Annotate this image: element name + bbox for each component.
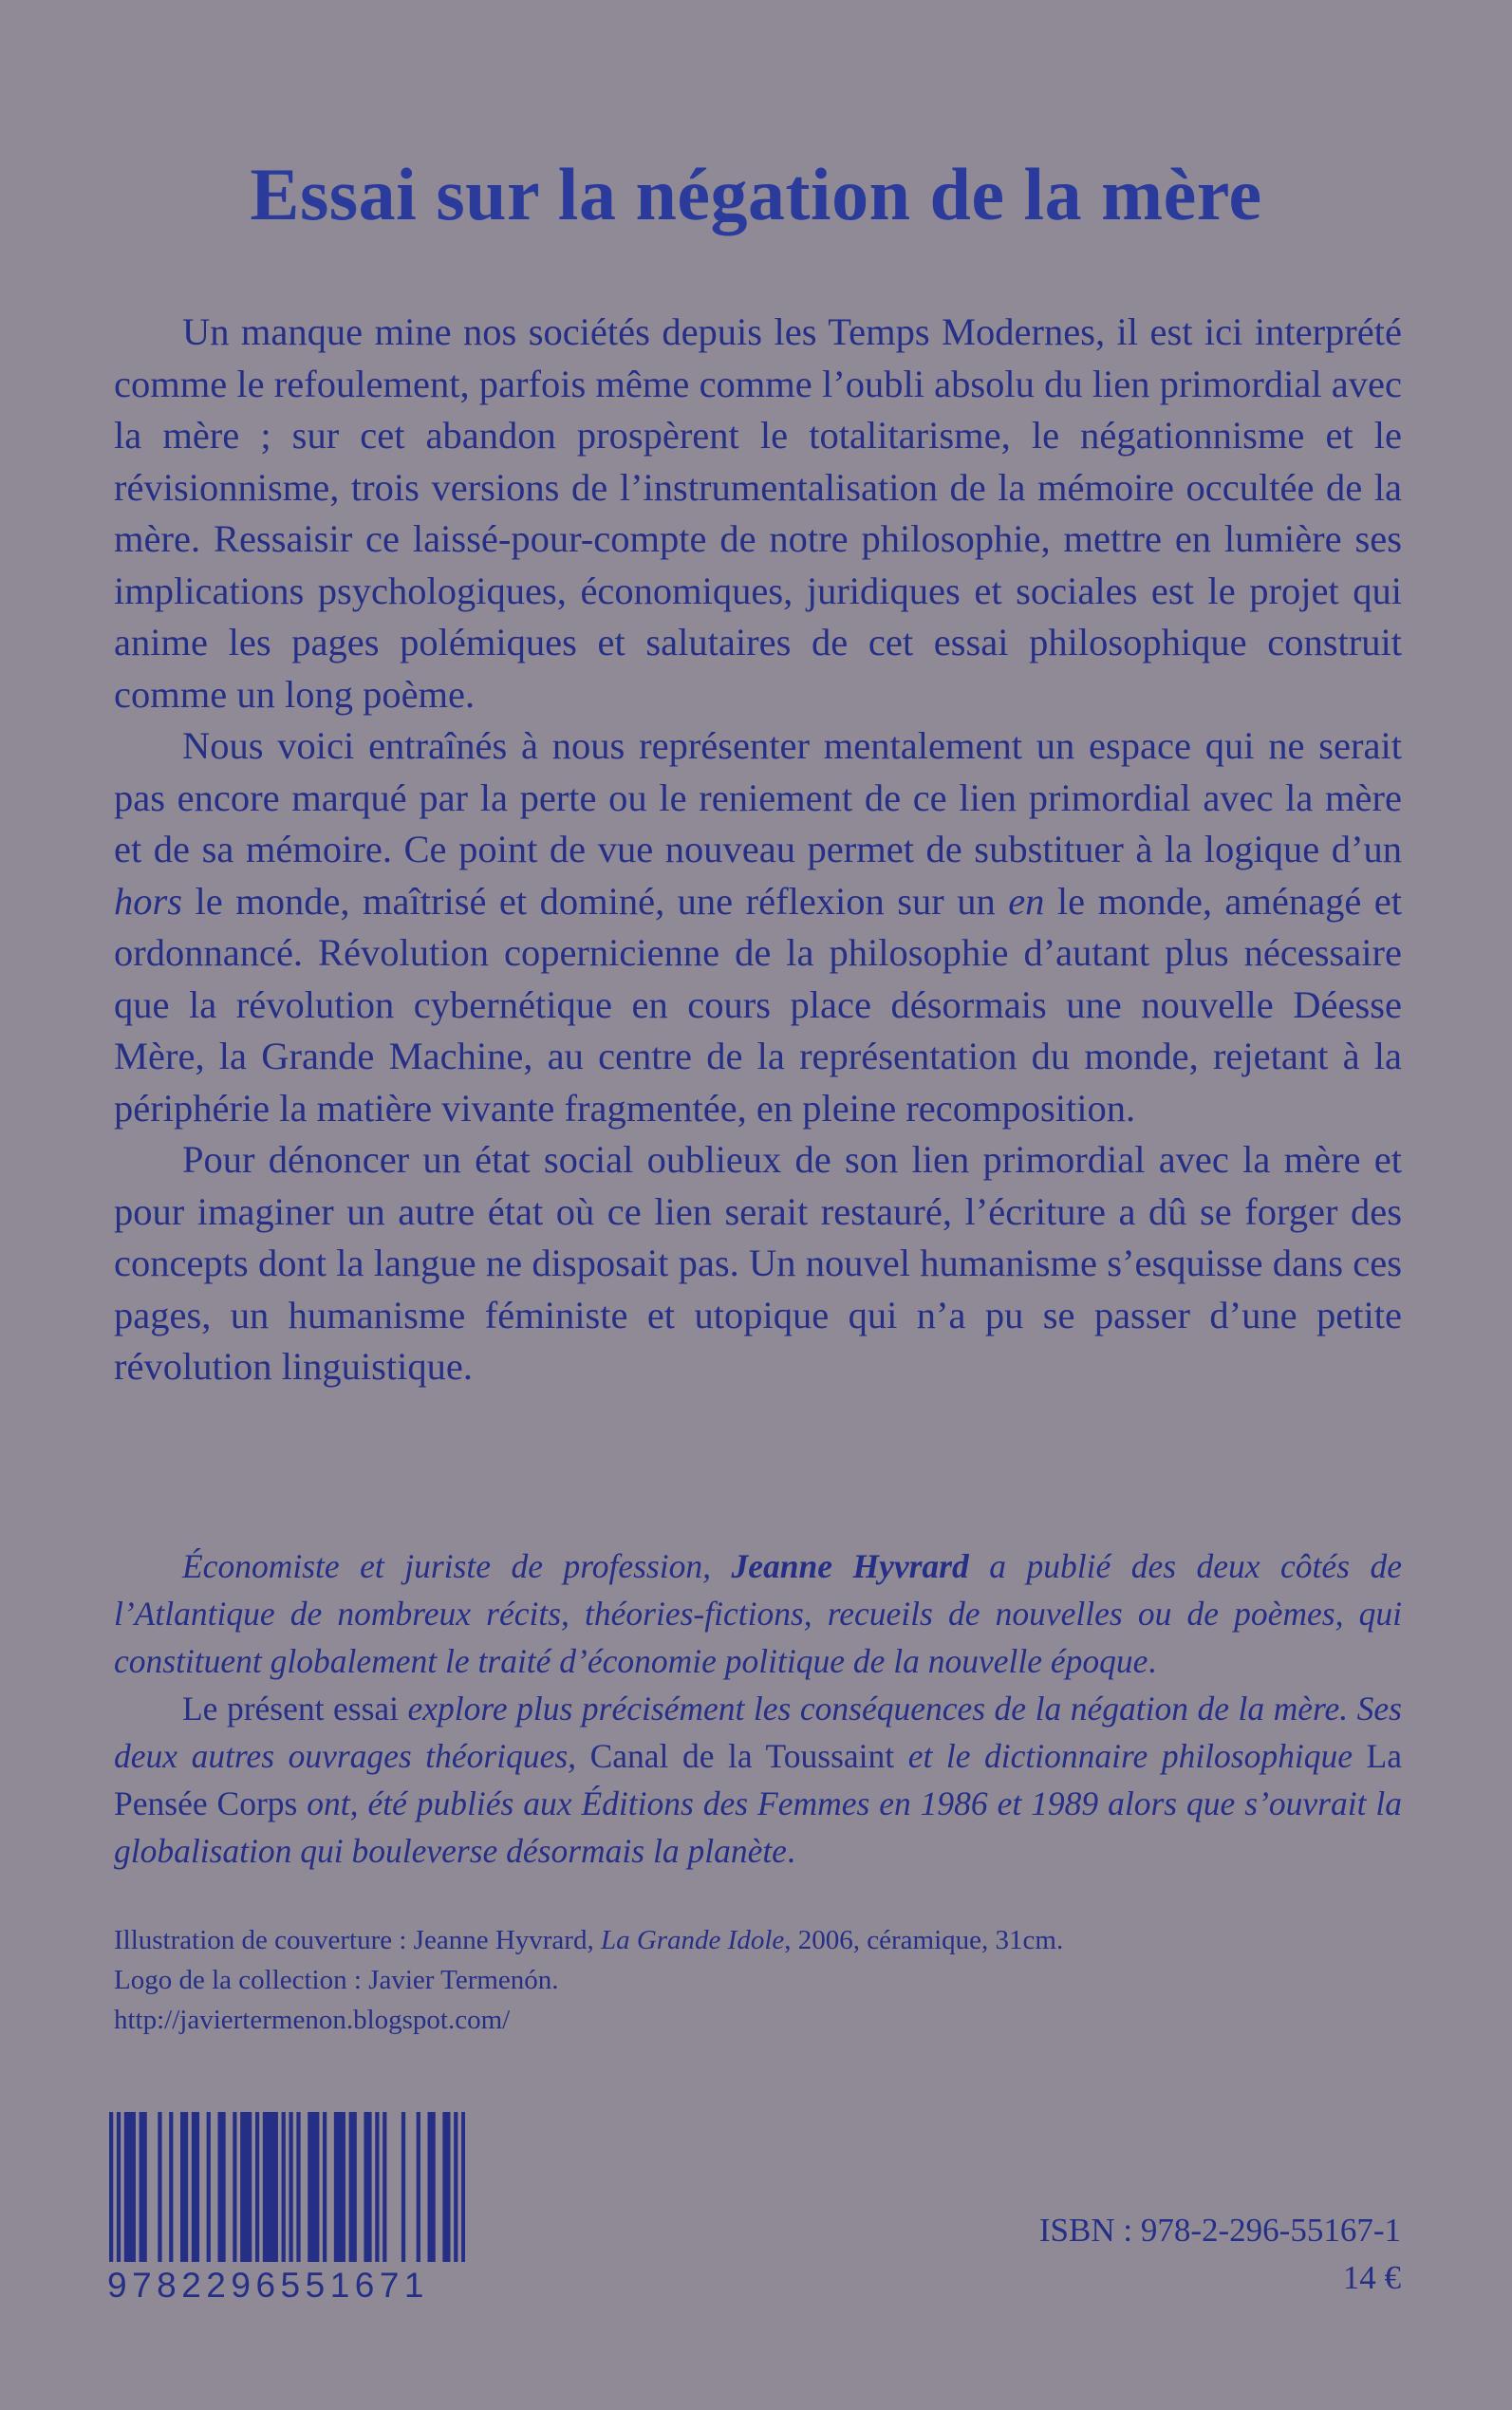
barcode-bar (267, 2112, 271, 2262)
blurb-p2-italic-en: en (1008, 879, 1045, 923)
barcode-bar (383, 2112, 386, 2262)
bio1-text-c: . (1148, 1642, 1157, 1680)
bio-paragraph-2 (114, 1685, 1402, 1875)
barcode-bar (296, 2112, 300, 2262)
barcode-bar (233, 2112, 236, 2262)
barcode-bar (401, 2112, 405, 2262)
barcode-bar (353, 2112, 357, 2262)
barcode-bar (334, 2112, 338, 2262)
barcode-bar (315, 2112, 319, 2262)
bio2-book-title-1: Canal de la Toussaint (576, 1737, 908, 1775)
credit-url: http://javiertermenon.blogspot.com/ (114, 2005, 511, 2035)
barcode-bar (255, 2112, 259, 2262)
barcode-bar (169, 2112, 173, 2262)
blurb-p2-text-c: le monde, maîtrisé et dominé, une réflexion sur un (182, 879, 1009, 923)
credits (114, 1920, 1348, 2040)
barcode-bar (192, 2112, 196, 2262)
bio2-text-b: explore plus précisément les conséquences de la négation de la mère. Ses deux autres ouvrages théoriques, (114, 1690, 1402, 1775)
bio2-text-g: . (786, 1832, 795, 1870)
blurb-paragraph-2 (114, 720, 1402, 1134)
barcode-bar (454, 2112, 457, 2262)
barcode-bar (367, 2112, 371, 2262)
barcode-bar (349, 2112, 353, 2262)
barcode-bar (308, 2112, 311, 2262)
barcode-bar (158, 2112, 161, 2262)
barcode-bar (289, 2112, 292, 2262)
barcode-bar (364, 2112, 367, 2262)
barcode-bar (196, 2112, 199, 2262)
barcode-bar (221, 2112, 225, 2262)
barcode-bar (180, 2112, 184, 2262)
barcode-bar (184, 2112, 188, 2262)
barcode-bar (446, 2112, 450, 2262)
bio1-text-b: a publié des deux côtés de l’Atlantique de nombreux récits, théories-fictions, recueils de nouvelles ou de poèmes, qui constituent globalement le traité d’économie politique de la nouvelle époque (114, 1547, 1402, 1680)
barcode-bar (124, 2112, 128, 2262)
barcode-bar (217, 2112, 221, 2262)
barcode-bar (274, 2112, 278, 2262)
book-title: Essai sur la négation de la mère (250, 153, 1262, 235)
barcode-bar (207, 2112, 211, 2262)
barcode-bar (417, 2112, 420, 2262)
author-bio (114, 1542, 1402, 1875)
barcode-bar (375, 2112, 379, 2262)
barcode-bar (442, 2112, 446, 2262)
bio2-text-a: Le présent essai (182, 1690, 408, 1728)
barcode-bar (311, 2112, 315, 2262)
author-name: Jeanne Hyvrard (731, 1547, 969, 1585)
barcode-bar (428, 2112, 432, 2262)
credit-logo: Logo de la collection : Javier Termenón. (114, 1965, 559, 1995)
blurb-p2-text-a: Nous voici entraînés à nous représenter mentalement un espace qui ne serait pas encore marqué par la perte ou le reniement de ce lien primordial avec la mère et de sa mémoire. Ce point de vue nouveau permet de substituer à la logique d’un (114, 724, 1402, 870)
bio2-book-title-2: La Pensée Corps (114, 1737, 1402, 1822)
barcode-bar (240, 2112, 244, 2262)
credit-illustration (114, 1920, 1348, 1960)
barcode-bar (248, 2112, 252, 2262)
blurb-paragraph-3: Pour dénoncer un état social oublieux de son lien primordial avec la mère et pour imaginer un autre état où ce lien serait restauré, l’écriture a dû se forger des concepts dont la langue ne disposait pas. Un nouvel humanisme s’esquisse dans ces pages, un humanisme féministe et utopique qui n’a pu se passer d’une petite révolution linguistique. (114, 1138, 1402, 1388)
blurb (114, 307, 1402, 1393)
barcode-bar (338, 2112, 342, 2262)
blurb-p2-text-e: le monde, aménagé et ordonnancé. Révolution copernicienne de la philosophie d’autant plus nécessaire que la révolution cybernétique en cours place désormais une nouvelle Déesse Mère, la Grande Machine, au centre de la représentation du monde, rejetant à la périphérie la matière vivante fragmentée, en pleine recomposition. (114, 879, 1403, 1130)
bio1-text-a: Économiste et juriste de profession, (182, 1547, 732, 1585)
barcode-digits: 9782296551671 (107, 2266, 430, 2305)
barcode-bar (128, 2112, 132, 2262)
credit-illustration-a: Illustration de couverture : Jeanne Hyvrard, (114, 1925, 601, 1955)
bio2-text-f: ont, été publiés aux Éditions des Femmes en 1986 et 1989 alors que s’ouvrait la globalisation qui bouleverse désormais la planète (114, 1784, 1402, 1870)
barcode-bar (282, 2112, 286, 2262)
blurb-p2-italic-hors: hors (114, 879, 183, 923)
barcode-bar (263, 2112, 267, 2262)
isbn: ISBN : 978-2-296-55167-1 (1038, 2212, 1401, 2249)
barcode-bar (461, 2112, 465, 2262)
barcode-bar (140, 2112, 143, 2262)
barcode-icon (109, 2112, 465, 2262)
barcode-bar (143, 2112, 147, 2262)
blurb-paragraph-1: Un manque mine nos sociétés depuis les Temps Modernes, il est ici interprété comme le refoulement, parfois même comme l’oubli absolu du lien primordial avec la mère ; sur cet abandon prospèrent le totalitarisme, le négationnisme et le révisionnisme, trois versions de l’instrumentalisation de la mémoire occultée de la mère. Ressaisir ce laissé-pour-compte de notre philosophie, mettre en lumière ses implications psychologiques, économiques, juridiques et sociales est le projet qui anime les pages polémiques et salutaires de cet essai philosophique construit comme un long poème. (114, 310, 1402, 716)
barcode-bar (323, 2112, 327, 2262)
bio-paragraph-1 (114, 1542, 1402, 1685)
price: 14 € (1342, 2259, 1401, 2296)
barcode-bar (431, 2112, 435, 2262)
barcode-bar (117, 2112, 121, 2262)
credit-illustration-title: La Grande Idole (600, 1925, 785, 1955)
barcode-bar (271, 2112, 274, 2262)
barcode-bar (109, 2112, 113, 2262)
credit-illustration-b: , 2006, céramique, 31cm. (784, 1925, 1064, 1955)
bio2-text-d: et le dictionnaire philosophique (907, 1737, 1353, 1775)
barcode-bar (132, 2112, 136, 2262)
barcode-bar (244, 2112, 248, 2262)
barcode-bar (342, 2112, 345, 2262)
